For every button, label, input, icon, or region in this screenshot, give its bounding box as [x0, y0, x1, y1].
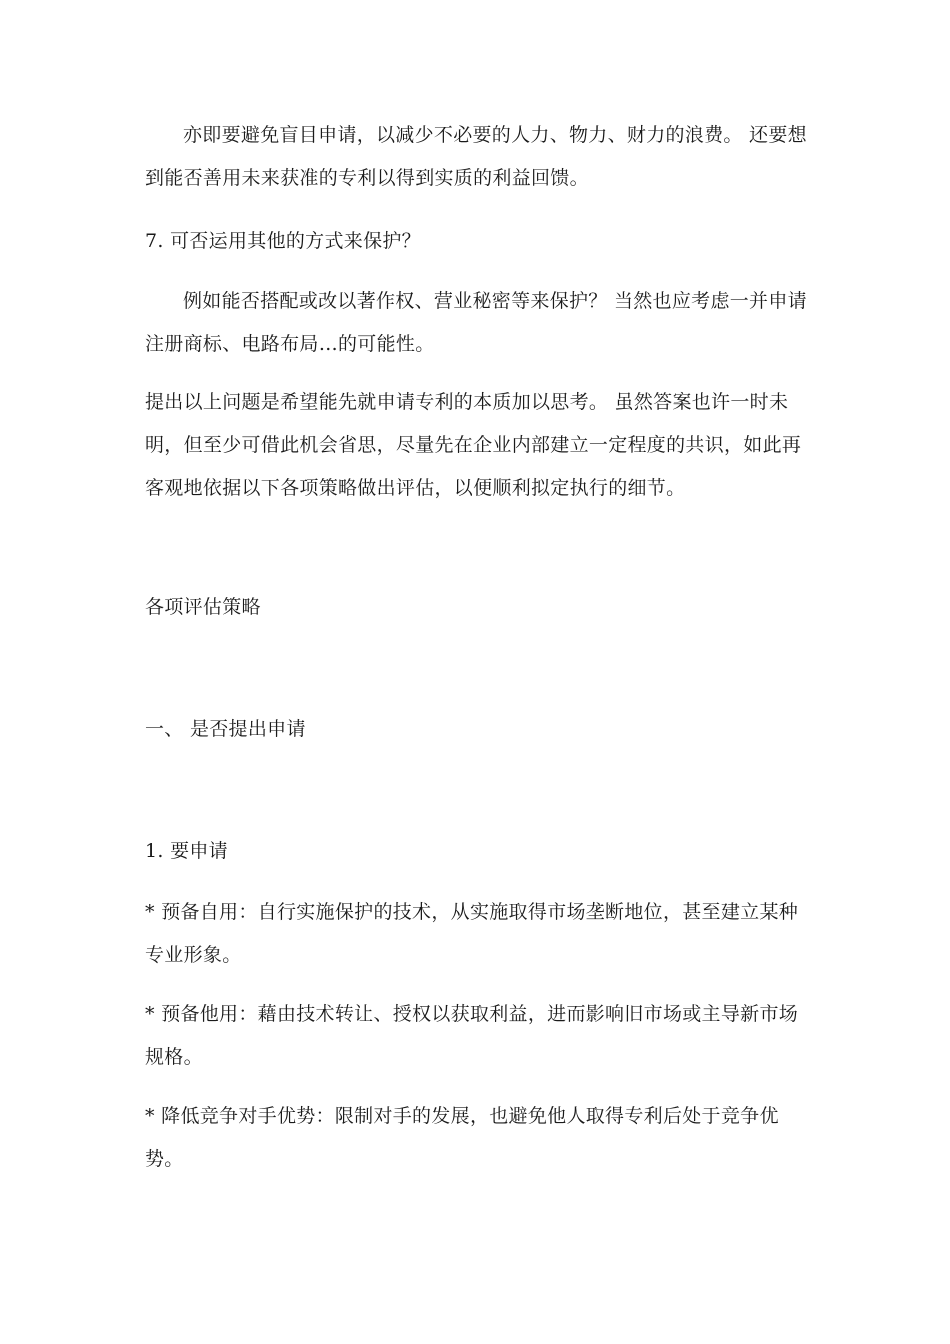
- subsection-heading-whether-to-apply: 一、 是否提出申请: [145, 718, 306, 740]
- bullet-self-use: * 预备自用：自行实施保护的技术，从实施取得市场垄断地位，甚至建立某种专业形象。: [145, 901, 799, 966]
- paragraph-avoid-blind-application: 亦即要避免盲目申请，以减少不必要的人力、物力、财力的浪费。 还要想到能否善用未来获准的专利以得到实质的利益回馈。: [145, 124, 807, 189]
- bullet-reduce-competitor-advantage: * 降低竞争对手优势：限制对手的发展，也避免他人取得专利后处于竞争优势。: [145, 1105, 779, 1170]
- paragraph-other-protection: 例如能否搭配或改以著作权、营业秘密等来保护？ 当然也应考虑一并申请注册商标、电路布局…的可能性。: [145, 290, 807, 355]
- question-7-heading: 7. 可否运用其他的方式来保护？: [145, 230, 421, 252]
- bullet-other-use: * 预备他用：藉由技术转让、授权以获取利益，进而影响旧市场或主导新市场规格。: [145, 1003, 799, 1068]
- section-heading-evaluation-strategies: 各项评估策略: [145, 596, 261, 618]
- paragraph-purpose-of-questions: 提出以上问题是希望能先就申请专利的本质加以思考。 虽然答案也许一时未明，但至少可借此机会省思，尽量先在企业内部建立一定程度的共识，如此再客观地依据以下各项策略做出评估，以便顺利拟定执行的细节。: [145, 391, 802, 499]
- item-1-heading: 1. 要申请: [145, 840, 228, 862]
